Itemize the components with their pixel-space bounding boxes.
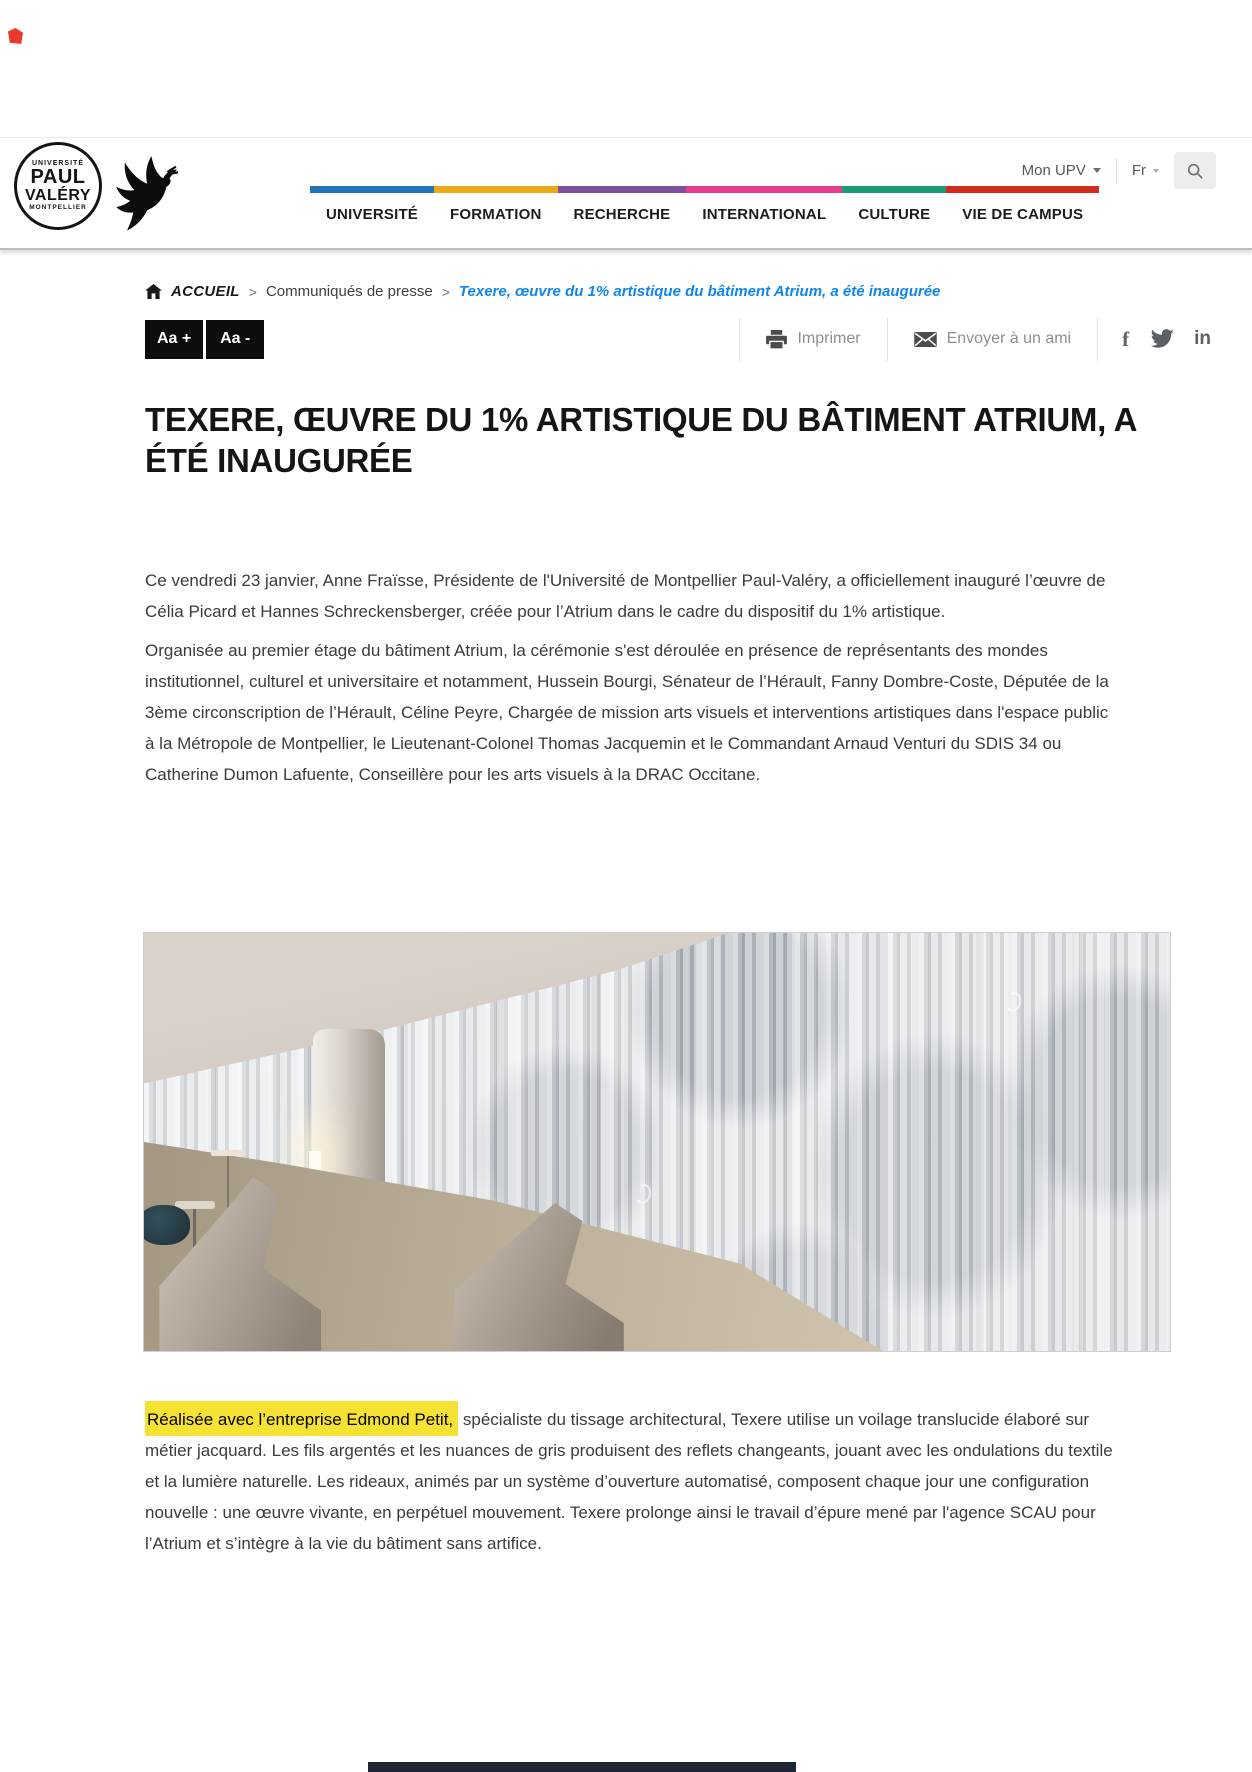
send-to-friend-label: Envoyer à un ami xyxy=(946,330,1072,347)
language-label: Fr xyxy=(1131,162,1146,179)
site-header xyxy=(0,137,1252,250)
social-share-group xyxy=(1098,327,1215,352)
nav-color-bar xyxy=(842,186,946,193)
nav-label: INTERNATIONAL xyxy=(702,206,827,223)
footer-bar-stub xyxy=(368,1762,796,1772)
nav-color-bar xyxy=(434,186,558,193)
utility-divider xyxy=(1116,158,1117,184)
nav-label: FORMATION xyxy=(450,206,542,223)
language-selector[interactable] xyxy=(1132,162,1159,179)
dark-object-art xyxy=(143,1205,190,1245)
print-button[interactable] xyxy=(740,330,886,349)
font-decrease-button[interactable]: Aa - xyxy=(206,320,264,359)
chevron-down-icon xyxy=(1153,169,1159,173)
nav-color-bar xyxy=(946,186,1099,193)
logo-line-montpellier: MONTPELLIER xyxy=(29,204,87,212)
dove-logo-icon xyxy=(110,146,178,232)
logo-line-paul: PAUL xyxy=(30,166,86,189)
page-title: TEXERE, ŒUVRE DU 1% ARTISTIQUE DU BÂTIMENT ATRIUM, A ÉTÉ INAUGURÉE xyxy=(145,401,1136,479)
nav-label: VIE DE CAMPUS xyxy=(962,206,1084,223)
article-closing-paragraph xyxy=(145,1404,1113,1559)
logo-line-valery: VALÉRY xyxy=(24,187,92,205)
nav-item-recherche[interactable] xyxy=(558,186,687,223)
search-icon xyxy=(1186,162,1204,180)
utility-bar xyxy=(1022,152,1216,189)
nav-label: UNIVERSITÉ xyxy=(326,206,419,223)
article-paragraph: Organisée au premier étage du bâtiment Atrium, la cérémonie s'est déroulée en présence de représentants des mondes institutionnel, culturel et universitaire et notamment, Hussein Bourgi, Sénateur de l’Hérault, Fanny Dombre-Coste, Députée de la 3ème circonscription de l’Hérault, Céline Peyre, Chargée de mission arts visuels et interventions artistiques dans l'espace public à la Métropole de Montpellier, le Lieutenant-Colonel Thomas Jacquemin et le Commandant Arnaud Venturi du SDIS 34 ou Catherine Dumon Lafuente, Conseillère pour les arts visuels à la DRAC Occitane. xyxy=(145,641,1109,784)
article-toolbar xyxy=(145,317,1215,361)
university-logo[interactable] xyxy=(14,142,102,230)
nav-label: CULTURE xyxy=(858,206,931,223)
breadcrumb-home-link[interactable]: ACCUEIL xyxy=(171,283,240,300)
account-menu[interactable] xyxy=(1022,162,1101,179)
nav-color-bar xyxy=(310,186,434,193)
breadcrumb-current-page[interactable]: Texere, œuvre du 1% artistique du bâtiment Atrium, a été inaugurée xyxy=(458,283,941,300)
nav-item-international[interactable] xyxy=(686,186,842,223)
nav-color-bar xyxy=(558,186,687,193)
printer-icon xyxy=(766,330,787,349)
breadcrumb xyxy=(145,283,1222,300)
article-photo-texere-curtains xyxy=(143,932,1171,1352)
search-button[interactable] xyxy=(1174,152,1216,189)
linkedin-icon[interactable]: in xyxy=(1194,328,1211,349)
twitter-icon[interactable] xyxy=(1149,329,1174,350)
stray-red-glyph xyxy=(8,28,23,44)
share-tools xyxy=(739,317,1215,361)
font-increase-button[interactable]: Aa + xyxy=(145,320,203,359)
nav-label: RECHERCHE xyxy=(573,206,671,223)
breadcrumb-separator: > xyxy=(248,283,257,300)
account-menu-label: Mon UPV xyxy=(1021,162,1086,179)
highlighted-text: Réalisée avec l’entreprise Edmond Petit, xyxy=(145,1401,458,1436)
logo-line-universite: UNIVERSITÉ xyxy=(31,160,84,168)
envelope-icon xyxy=(914,332,937,347)
print-label: Imprimer xyxy=(797,330,861,347)
breadcrumb-separator: > xyxy=(441,283,450,300)
send-to-friend-button[interactable] xyxy=(888,330,1098,348)
nav-item-culture[interactable] xyxy=(842,186,946,223)
closing-text: spécialiste du tissage architectural, Texere utilise un voilage translucide élaboré sur métier jacquard. Les fils argentés et les nuances de gris produisent des reflets changeants, jouant avec les ondulations du textile et la lumière naturelle. Les rideaux, animés par un système d’ouverture automatisé, composent chaque jour une configuration nouvelle : une œuvre vivante, en perpétuel mouvement. Texere prolonge ainsi le travail d’épure mené par l'agence SCAU pour l’Atrium et s’intègre à la vie du bâtiment sans artifice. xyxy=(145,1410,1113,1553)
chevron-down-icon xyxy=(1093,168,1101,173)
font-size-controls xyxy=(145,320,264,359)
nav-item-formation[interactable] xyxy=(434,186,558,223)
home-icon[interactable] xyxy=(145,284,162,299)
nav-item-vie-de-campus[interactable] xyxy=(946,186,1099,223)
article-paragraph: Ce vendredi 23 janvier, Anne Fraïsse, Présidente de l'Université de Montpellier Paul-Valéry, a officiellement inauguré l’œuvre de Célia Picard et Hannes Schreckensberger, créée pour l’Atrium dans le cadre du dispositif du 1% artistique. xyxy=(145,571,1106,621)
nav-item-universite[interactable] xyxy=(310,186,434,223)
nav-color-bar xyxy=(686,186,842,193)
main-navigation xyxy=(310,186,1099,223)
facebook-icon[interactable]: f xyxy=(1122,326,1130,351)
breadcrumb-section-link[interactable]: Communiqués de presse xyxy=(265,283,433,300)
